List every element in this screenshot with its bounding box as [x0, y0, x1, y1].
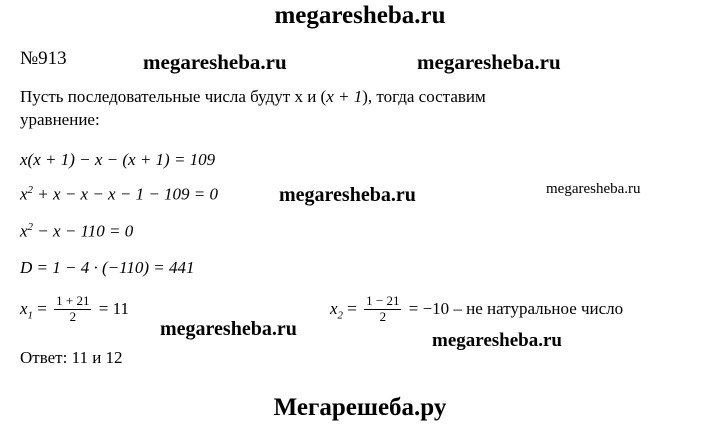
watermark-e: megaresheba.ru [160, 318, 297, 340]
root-x2-value: = −10 – не натуральное число [408, 298, 624, 318]
answer-line: Ответ: 11 и 12 [20, 348, 123, 367]
equation-2 [20, 184, 218, 205]
root-x1-index: 1 [27, 309, 34, 322]
root-x1 [20, 295, 129, 325]
equation-3-exponent: 2 [27, 221, 34, 233]
watermark-a: megaresheba.ru [143, 50, 287, 74]
intro-variable: x + 1 [326, 87, 363, 106]
task-number: №913 [20, 48, 67, 69]
equation-1-lhs: x [20, 150, 28, 169]
equation-2-base: x [20, 184, 28, 204]
root-x2-numerator: 1 − 21 [366, 293, 400, 308]
intro-text-part2: ), тогда составим [362, 87, 486, 106]
equation-2-exponent: 2 [27, 184, 34, 196]
equation-2-rest: + x − x − x − 1 − 109 = 0 [33, 184, 219, 204]
equation-3-rest: − x − 110 = 0 [33, 221, 134, 241]
watermark-f: megaresheba.ru [432, 330, 562, 351]
intro-text-line2: уравнение: [20, 109, 100, 129]
equation-3 [20, 221, 133, 242]
root-x1-numerator: 1 + 21 [56, 293, 90, 308]
equation-1 [20, 150, 215, 170]
root-x2-denominator: 2 [364, 309, 401, 325]
equation-4-discriminant [20, 258, 194, 278]
root-x1-equals: = [37, 298, 47, 318]
root-x2-var: x [330, 298, 338, 318]
problem-statement [20, 86, 640, 132]
root-x1-var: x [20, 298, 28, 318]
watermark-c: megaresheba.ru [279, 184, 416, 206]
watermark-b: megaresheba.ru [417, 50, 561, 74]
root-x2-fraction [364, 294, 401, 324]
equation-1-rest: (x + 1) − x − (x + 1) = 109 [27, 150, 216, 169]
equation-4-text: D = 1 − 4 · (−110) = 441 [20, 258, 195, 277]
watermark-d: megaresheba.ru [546, 181, 641, 197]
root-x2-equals: = [347, 298, 357, 318]
equation-3-base: x [20, 221, 28, 241]
root-x2-index: 2 [337, 309, 344, 322]
root-x1-value: = 11 [98, 298, 129, 318]
root-x1-fraction [54, 294, 91, 324]
root-x1-denominator: 2 [54, 309, 91, 325]
watermark-top: megaresheba.ru [274, 2, 446, 29]
watermark-bottom: Мегарешеба.ру [273, 394, 447, 421]
intro-text-part1: Пусть последовательные числа будут х и ( [20, 87, 327, 106]
root-x2 [330, 295, 623, 325]
